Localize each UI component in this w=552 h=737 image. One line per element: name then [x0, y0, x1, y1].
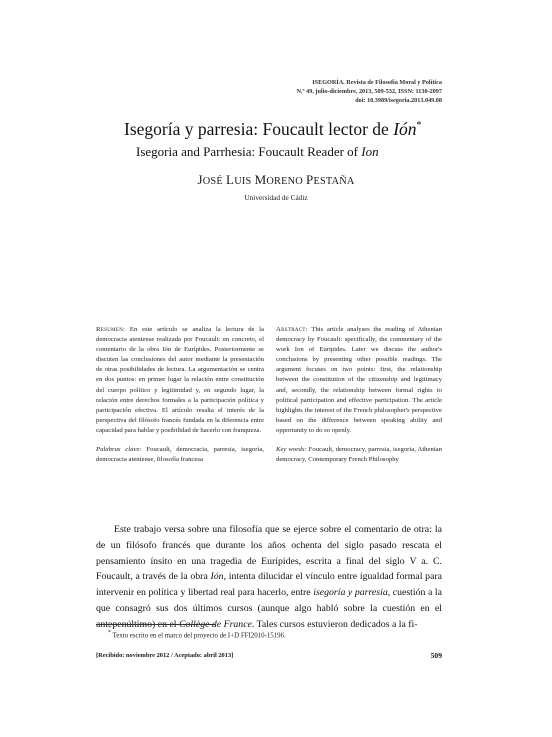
journal-name: ISEGORÍA. Revista de Filosofía Moral y Política — [312, 79, 442, 86]
article-subtitle: Isegoria and Parrhesia: Foucault Reader of Ion — [136, 144, 379, 159]
footnote: * Texto escrito en el marco del proyecto de I+D FFI2010-15196. — [108, 630, 286, 640]
body-paragraph: Este trabajo versa sobre una filosofía que se ejerce sobre el comentario de otra: la de un filósofo francés que durante los años ochenta del siglo pasado rescata el pensamiento ínsito en una tragedia de Eurípides, escrita a final del siglo V a. C. Foucault, a través de la obra Ión, intenta dilucidar el vínculo entre igualdad formal para intervenir en política y libertad real para hacerlo, entre isegoría y parresia, cuestión a la que consagró sus dos últimos cursos (aunque algo habló sobre la cuestión en el antepenúltimo) en el Collège de France. Tales cursos estuvieron dedicados a la fi- — [96, 524, 443, 630]
abstract-english-text: Abstract: This article analyses the reading of Athenian democracy by Foucault: specifically, the commentary of the work Ion of Euripides. Later we discuss the author's conclusions by presenting other possible readings. The argument focuses on two points: first, the relationship between the constitution of the citizenship and legitimacy and, secondly, the relationship between formal rights to political participation and effective participation. The article highlights the interest of the French philosopher's perspective based on the difference between speaking ability and opportunity to do so openly. — [276, 326, 442, 434]
journal-header — [182, 78, 442, 105]
submission-dates: [Recibido: noviembre 2012 / Aceptado: abril 2013] — [96, 652, 234, 659]
author-affiliation: Universidad de Cádiz — [244, 193, 308, 202]
footnote-marker: * — [108, 630, 111, 636]
title-footnote-marker: * — [416, 120, 422, 132]
footnote-divider — [96, 624, 216, 625]
article-title: Isegoría y parresia: Foucault lector de Ión* — [124, 119, 422, 139]
journal-issue: N.º 49, julio-diciembre, 2013, 509-532, ISSN: 1130-2097 — [296, 88, 442, 95]
abstract-spanish — [96, 325, 264, 465]
journal-doi: doi: 10.3989/isegoria.2013.049.08 — [355, 97, 442, 104]
body-text — [96, 522, 442, 633]
page-number: 509 — [430, 651, 442, 660]
subtitle-italic: Ion — [361, 144, 379, 159]
keywords-spanish: Palabras clave: Foucault, democracia, parresia, isegoría, democracia ateniense, filosofía francesa — [96, 446, 264, 464]
title-italic: Ión — [393, 119, 417, 139]
abstract-spanish-text: Resumen: En este artículo se analiza la lectura de la democracia ateniense realizada por Foucault: en concreto, el comentario de la obra Ión de Eurípides. Posteriormente se discuten las conclusiones del autor mediante la presentación de otras posibilidades de lectura. La argumentación se centra en dos puntos: en primer lugar la relación entre constitución del cuerpo político y legitimidad y, en segundo lugar, la relación entre derechos formales a la participación política y participación efectiva. El artículo resalta el interés de la perspectiva del filósofo francés fundada en la diferencia entre capacidad para hablar y posibilidad de hacerlo con franqueza. — [96, 326, 264, 434]
keywords-english: Key words: Foucault, democracy, parresia, isegoria, Athenian democracy, Contemporary French Philosophy — [276, 446, 442, 464]
abstract-english — [276, 325, 442, 465]
author-name: JOSÉ LUIS MORENO PESTAÑA — [197, 172, 355, 187]
